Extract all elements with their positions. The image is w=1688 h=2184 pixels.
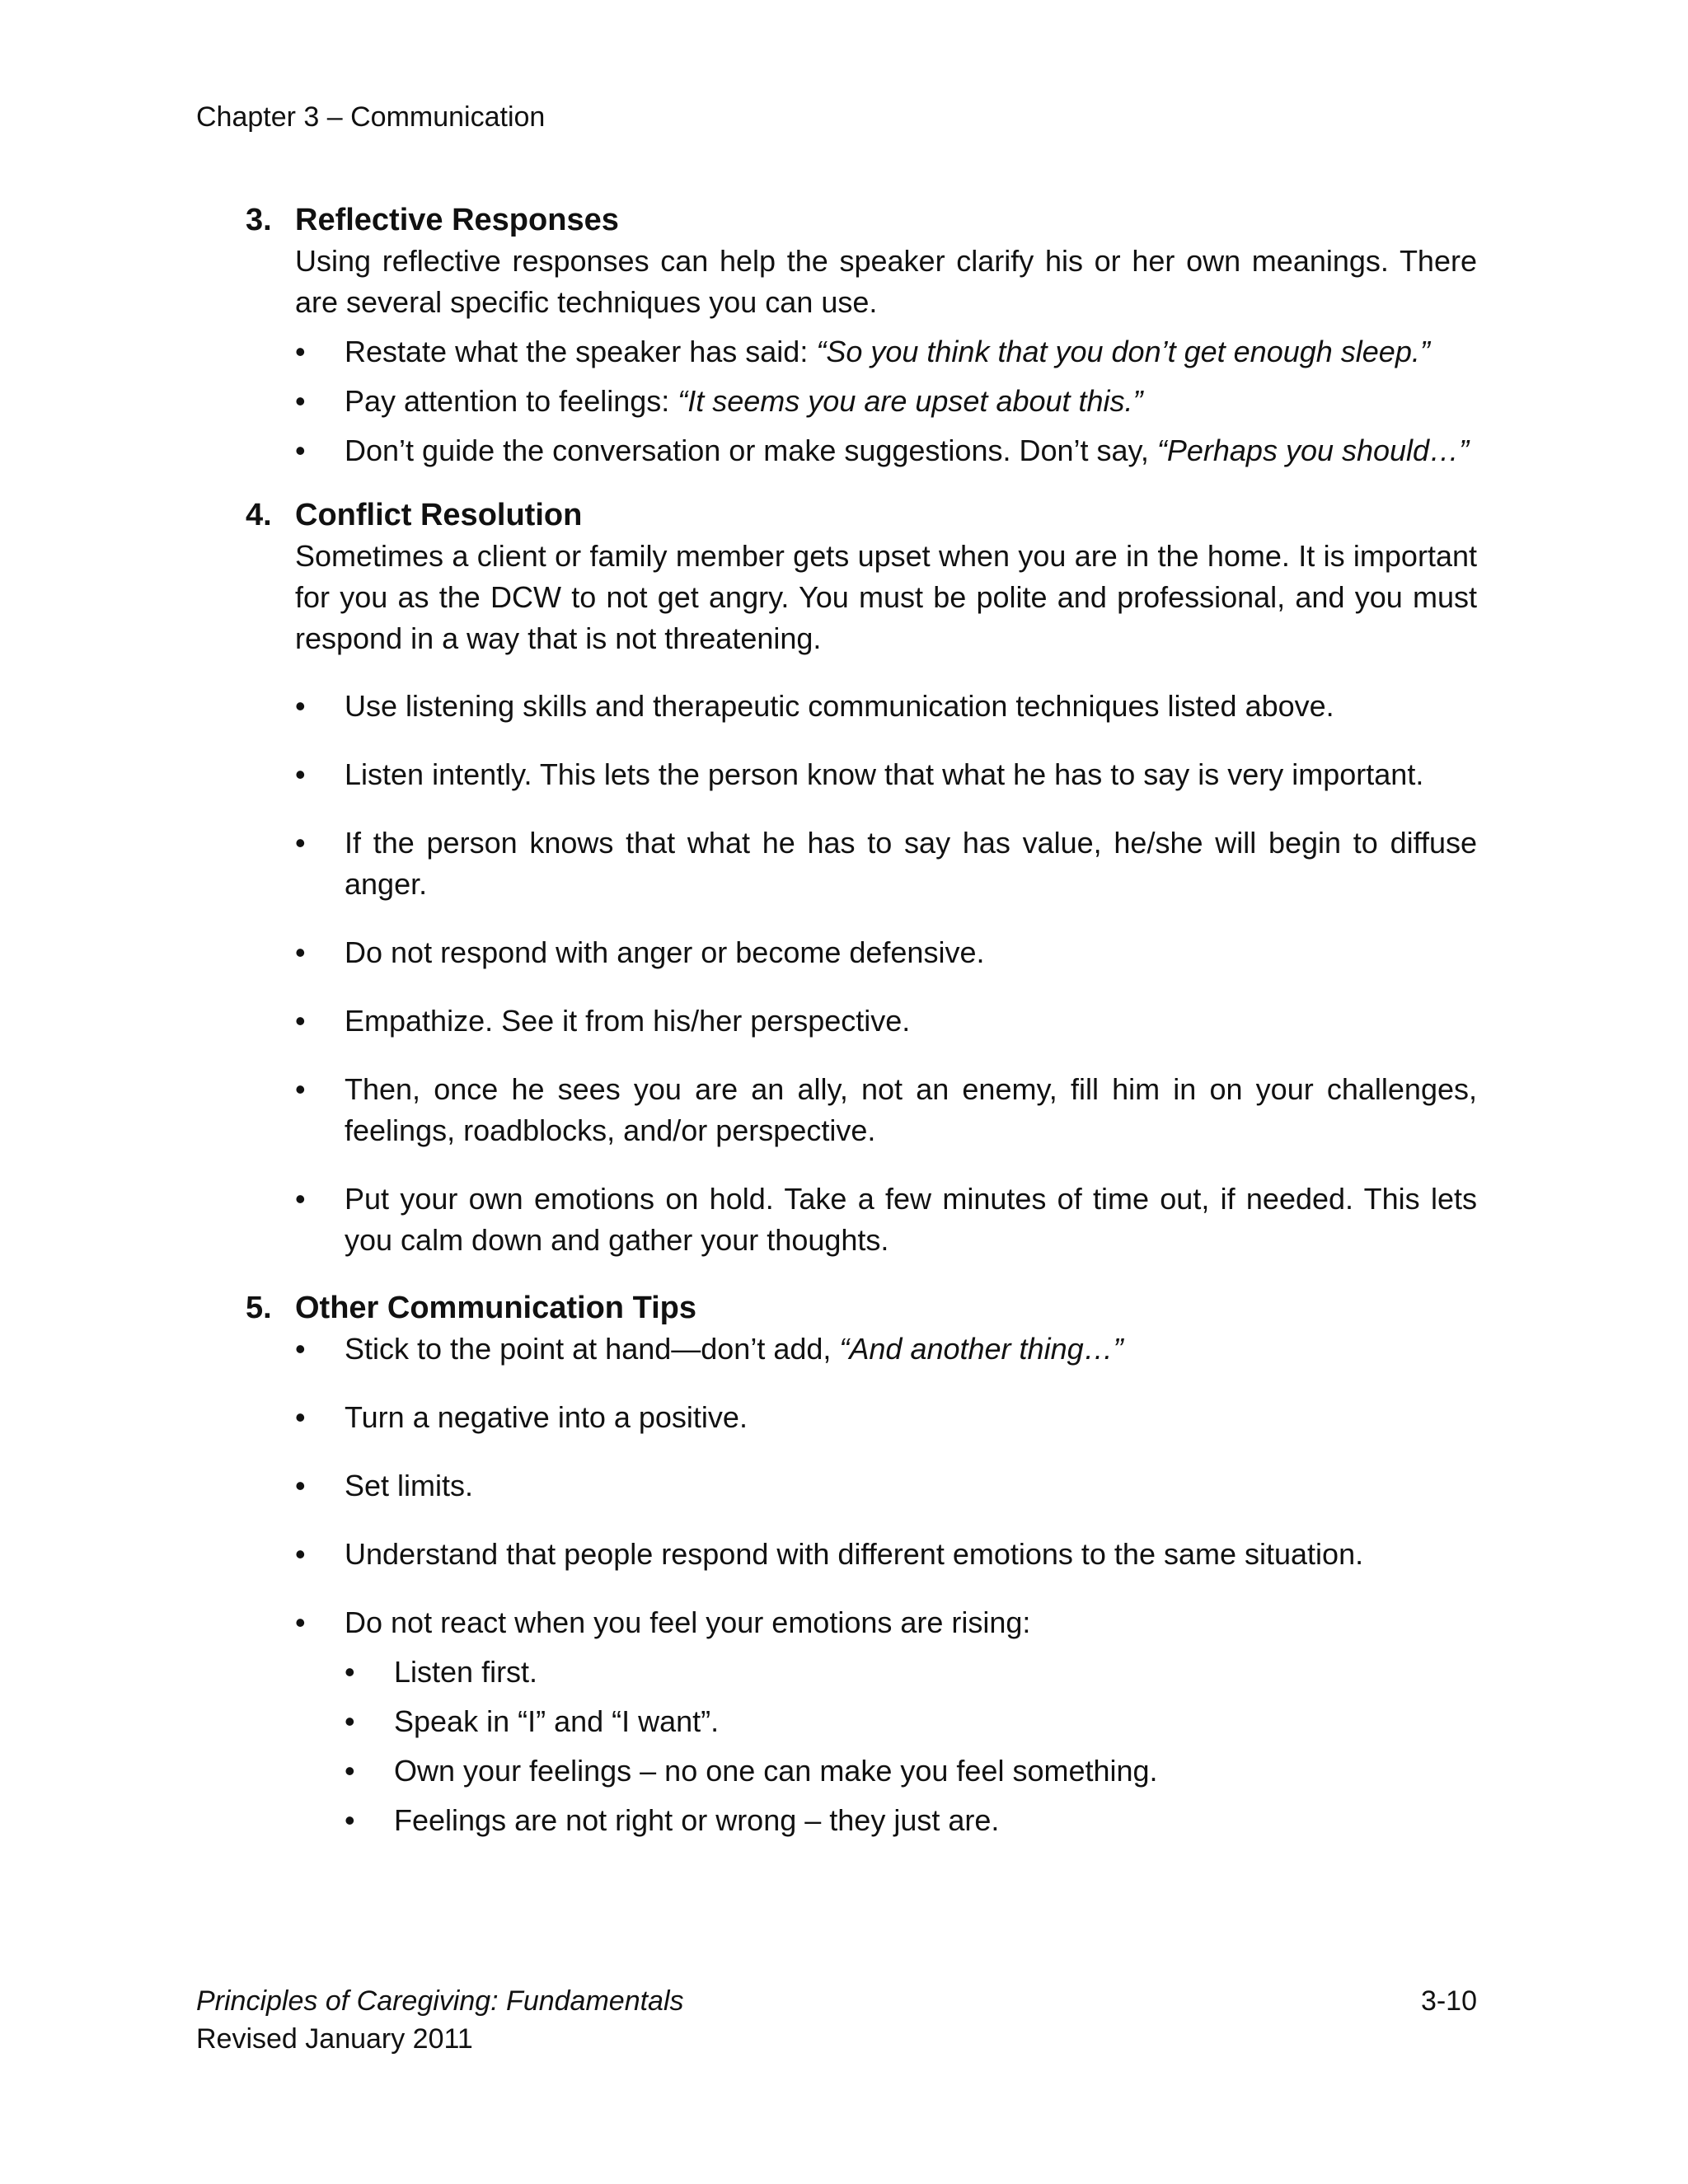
section-conflict-resolution <box>246 494 1477 1261</box>
item-quote: “And another thing…” <box>839 1332 1123 1366</box>
item-text: Listen first. <box>394 1655 538 1689</box>
list-item <box>295 1465 1477 1507</box>
section-title: Other Communication Tips <box>295 1291 697 1325</box>
bullet-glyph: • <box>295 757 306 791</box>
item-quote: “It seems you are upset about this.” <box>678 384 1143 418</box>
bullet-glyph: • <box>295 1182 306 1216</box>
sub-bullet-list <box>345 1652 1477 1841</box>
list-item <box>295 430 1477 471</box>
list-item <box>295 1397 1477 1438</box>
item-quote: “Perhaps you should…” <box>1156 434 1470 467</box>
list-item <box>295 1069 1477 1151</box>
item-text: If the person knows that what he has to say has value, he/she will begin to diffuse anger. <box>345 826 1477 901</box>
book-title: Principles of Caregiving: Fundamentals <box>196 1985 684 2017</box>
list-item <box>295 1179 1477 1261</box>
sub-list-item <box>345 1800 1477 1841</box>
bullet-glyph: • <box>295 1469 306 1502</box>
list-item <box>295 823 1477 905</box>
bullet-glyph: • <box>295 689 306 723</box>
page-footer <box>196 1982 684 2058</box>
item-text: Speak in “I” and “I want”. <box>394 1704 720 1738</box>
bullet-glyph: • <box>345 1655 355 1689</box>
list-item <box>295 686 1477 727</box>
item-quote: “So you think that you don’t get enough sleep.” <box>816 335 1430 368</box>
list-item <box>295 1001 1477 1042</box>
bullet-glyph: • <box>295 826 306 860</box>
section-heading <box>246 1287 1477 1329</box>
document-body <box>246 199 1477 1841</box>
list-item <box>295 754 1477 795</box>
running-header: Chapter 3 – Communication <box>196 101 546 133</box>
item-text: Don’t guide the conversation or make suggestions. Don’t say, <box>345 434 1157 467</box>
bullet-list <box>295 331 1477 471</box>
sub-list-item <box>345 1701 1477 1742</box>
bullet-glyph: • <box>295 335 306 368</box>
section-heading <box>246 199 1477 241</box>
list-item <box>295 932 1477 973</box>
item-text: Do not react when you feel your emotions are rising: <box>345 1605 1031 1639</box>
section-reflective-responses <box>246 199 1477 471</box>
section-number: 3. <box>246 203 272 237</box>
section-intro: Using reflective responses can help the speaker clarify his or her own meanings. There are several specific techniques you can use. <box>295 244 1477 319</box>
item-text: Own your feelings – no one can make you feel something. <box>394 1754 1158 1788</box>
item-text: Set limits. <box>345 1469 474 1502</box>
sub-list-item <box>345 1750 1477 1792</box>
section-title: Conflict Resolution <box>295 498 583 532</box>
section-number: 4. <box>246 498 272 532</box>
bullet-glyph: • <box>295 1332 306 1366</box>
section-title: Reflective Responses <box>295 203 619 237</box>
item-text: Use listening skills and therapeutic communication techniques listed above. <box>345 689 1334 723</box>
bullet-glyph: • <box>345 1754 355 1788</box>
bullet-glyph: • <box>295 1004 306 1038</box>
bullet-list <box>295 686 1477 1261</box>
list-item <box>295 1329 1477 1370</box>
sub-list-item <box>345 1652 1477 1693</box>
item-text: Stick to the point at hand—don’t add, <box>345 1332 840 1366</box>
item-text: Feelings are not right or wrong – they just are. <box>394 1803 1000 1837</box>
section-heading <box>246 494 1477 536</box>
revision-date: Revised January 2011 <box>196 2023 473 2055</box>
list-item <box>295 381 1477 422</box>
bullet-glyph: • <box>345 1803 355 1837</box>
item-text: Listen intently. This lets the person know that what he has to say is very important. <box>345 757 1424 791</box>
bullet-glyph: • <box>295 935 306 969</box>
item-text: Do not respond with anger or become defensive. <box>345 935 985 969</box>
bullet-glyph: • <box>295 1537 306 1571</box>
bullet-glyph: • <box>295 1072 306 1106</box>
section-other-communication-tips <box>246 1287 1477 1841</box>
list-item <box>295 1534 1477 1575</box>
item-text: Pay attention to feelings: <box>345 384 678 418</box>
page-number: 3-10 <box>1420 1985 1477 2017</box>
item-text: Put your own emotions on hold. Take a few minutes of time out, if needed. This lets you calm down and gather your thoughts. <box>345 1182 1477 1257</box>
bullet-glyph: • <box>295 1605 306 1639</box>
bullet-glyph: • <box>295 434 306 467</box>
list-item <box>295 1602 1477 1841</box>
item-text: Then, once he sees you are an ally, not an enemy, fill him in on your challenges, feelings, roadblocks, and/or perspective. <box>345 1072 1477 1147</box>
bullet-glyph: • <box>345 1704 355 1738</box>
bullet-list <box>295 1329 1477 1841</box>
section-intro: Sometimes a client or family member gets upset when you are in the home. It is important for you as the DCW to not get angry. You must be polite and professional, and you must respond in a way that is not threatening. <box>295 539 1477 655</box>
bullet-glyph: • <box>295 384 306 418</box>
list-item <box>295 331 1477 373</box>
bullet-glyph: • <box>295 1400 306 1434</box>
section-number: 5. <box>246 1291 272 1325</box>
item-text: Empathize. See it from his/her perspective. <box>345 1004 911 1038</box>
item-text: Restate what the speaker has said: <box>345 335 817 368</box>
item-text: Turn a negative into a positive. <box>345 1400 748 1434</box>
item-text: Understand that people respond with different emotions to the same situation. <box>345 1537 1364 1571</box>
